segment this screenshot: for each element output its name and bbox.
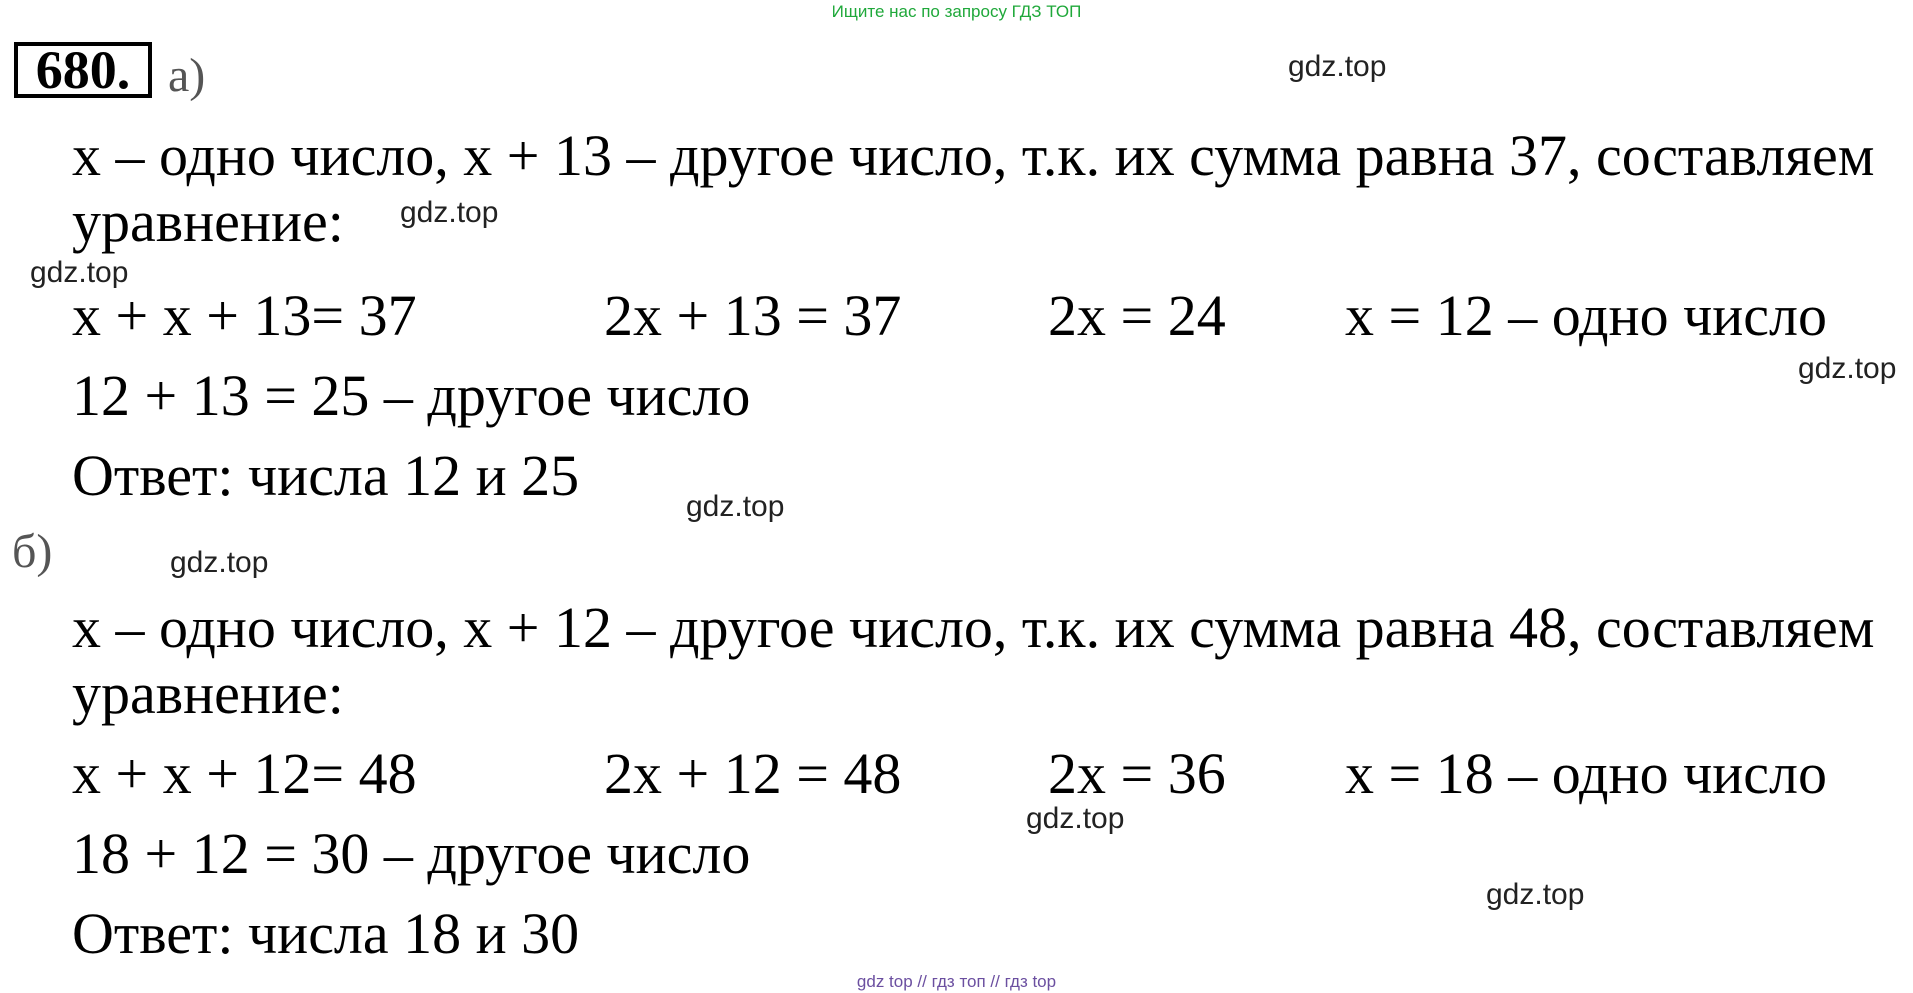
problem-number: 680. <box>14 42 152 98</box>
part-a-intro-line2: уравнение: <box>72 189 344 254</box>
part-b-equation-2: 2x + 12 = 48 <box>604 741 902 806</box>
part-b-label: б) <box>12 525 53 578</box>
top-banner: Ищите нас по запросу ГДЗ ТОП <box>831 2 1082 21</box>
part-a-answer: Ответ: числа 12 и 25 <box>72 443 580 508</box>
footer-links: gdz top // гдз топ // гдз top <box>856 972 1057 991</box>
watermark: gdz.top <box>400 196 499 229</box>
part-a-equation-1: x + x + 13= 37 <box>72 283 417 348</box>
part-b-equation-3: 2x = 36 <box>1048 741 1226 806</box>
part-a-label: а) <box>168 49 206 102</box>
watermark: gdz.top <box>1026 802 1125 835</box>
part-b-intro-line2: уравнение: <box>72 661 344 726</box>
watermark: gdz.top <box>686 490 785 523</box>
watermark: gdz.top <box>170 546 269 579</box>
part-a-other-number: 12 + 13 = 25 – другое число <box>72 363 751 428</box>
part-b-answer: Ответ: числа 18 и 30 <box>72 901 580 966</box>
part-a-equation-2: 2x + 13 = 37 <box>604 283 902 348</box>
watermark: gdz.top <box>1798 352 1897 385</box>
watermark: gdz.top <box>1486 878 1585 911</box>
part-a-equation-4: x = 12 – одно число <box>1345 283 1827 348</box>
part-b-equation-4: x = 18 – одно число <box>1345 741 1827 806</box>
watermark: gdz.top <box>30 256 129 289</box>
part-b-intro-line1: x – одно число, x + 12 – другое число, т.к. их сумма равна 48, составляем <box>72 595 1875 660</box>
part-a-intro-line1: x – одно число, x + 13 – другое число, т.к. их сумма равна 37, составляем <box>72 123 1875 188</box>
part-b-other-number: 18 + 12 = 30 – другое число <box>72 821 751 886</box>
part-b-equation-1: x + x + 12= 48 <box>72 741 417 806</box>
watermark: gdz.top <box>1288 50 1387 83</box>
part-a-equation-3: 2x = 24 <box>1048 283 1226 348</box>
